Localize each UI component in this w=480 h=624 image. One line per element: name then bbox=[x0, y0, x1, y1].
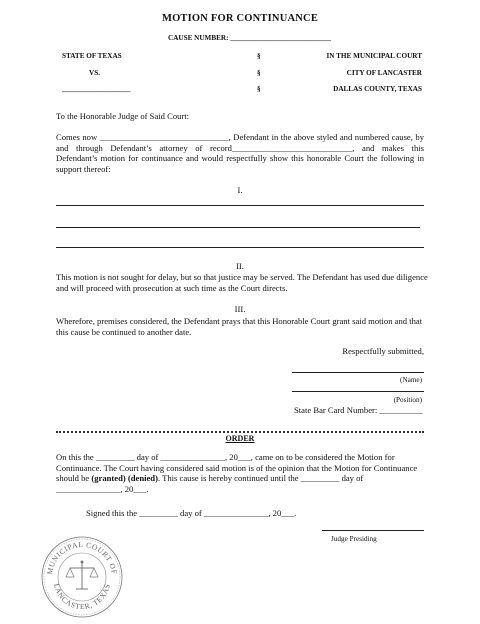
intro-paragraph: Comes now ______________________________, Defendant in the above styled and numbered cause, by and through Defendant’s attorney of record____________________________, and makes this Defendant’s motion for continuance and would respectfully show this honorable Court the following in support thereof: bbox=[56, 132, 424, 174]
section-symbol-3: § bbox=[257, 85, 261, 93]
name-label: (Name) bbox=[400, 376, 422, 384]
order-text-2: . This cause is hereby continued until the _________ day of _______________, 20___. bbox=[56, 473, 364, 494]
caption-left-3[interactable]: ___________________ bbox=[62, 85, 131, 93]
caption-left-1: STATE OF TEXAS bbox=[62, 52, 122, 60]
order-heading: ORDER bbox=[225, 434, 255, 443]
caption-right-2: CITY OF LANCASTER bbox=[346, 69, 422, 77]
signature-line[interactable] bbox=[292, 372, 424, 373]
caption-left-2: VS. bbox=[89, 69, 100, 77]
position-label: (Position) bbox=[393, 396, 422, 404]
section-symbol-2: § bbox=[257, 69, 261, 77]
order-divider bbox=[56, 431, 424, 433]
seal-top-text: MUNICIPAL COURT OF bbox=[44, 539, 119, 576]
document-title: MOTION FOR CONTINUANCE bbox=[161, 13, 319, 24]
section-symbol-1: § bbox=[257, 52, 261, 60]
granted-option[interactable]: (granted) bbox=[91, 473, 126, 484]
section-iii-text: Wherefore, premises considered, the Defendant prays that this Honorable Court grant said motion and that this cause be continued to another date. bbox=[56, 316, 423, 337]
section-i-numeral: I. bbox=[237, 185, 243, 195]
court-seal bbox=[40, 535, 124, 619]
section-iii-numeral: III. bbox=[234, 304, 246, 314]
blank-line-3[interactable] bbox=[56, 247, 424, 248]
seal-bottom-text: LANCASTER, TEXAS bbox=[52, 582, 112, 612]
section-ii-text: This motion is not sought for delay, but so that justice may be served. The Defendant has used due diligence and will proceed with prosecution at such time as the Court directs. bbox=[56, 272, 428, 293]
seal-icon bbox=[40, 535, 124, 619]
caption-right-3: DALLAS COUNTY, TEXAS bbox=[333, 85, 422, 93]
position-line[interactable] bbox=[292, 391, 424, 392]
blank-line-2[interactable] bbox=[56, 227, 420, 228]
cause-number-field[interactable]: CAUSE NUMBER: ____________________________ bbox=[168, 34, 331, 42]
salutation: To the Honorable Judge of Said Court: bbox=[56, 111, 190, 121]
blank-line-1[interactable] bbox=[56, 205, 424, 206]
bar-card-number[interactable]: State Bar Card Number: __________ bbox=[294, 405, 423, 415]
denied-option[interactable]: (denied) bbox=[127, 473, 158, 484]
signed-line: Signed this the _________ day of _______________, 20___. bbox=[86, 508, 297, 518]
respectfully-submitted: Respectfully submitted, bbox=[342, 346, 424, 356]
section-ii-numeral: II. bbox=[236, 261, 244, 271]
order-paragraph bbox=[56, 452, 428, 494]
caption-right-1: IN THE MUNICIPAL COURT bbox=[326, 52, 422, 60]
judge-signature-line[interactable] bbox=[322, 530, 424, 531]
order-text-1: On this the _________ day of _______________, 20___, came on to be considered the Motion for Continuance. The Court having considered said motion is of the opinion that the Motion for Continuance should be bbox=[56, 452, 418, 484]
judge-presiding-label: Judge Presiding bbox=[331, 535, 377, 543]
